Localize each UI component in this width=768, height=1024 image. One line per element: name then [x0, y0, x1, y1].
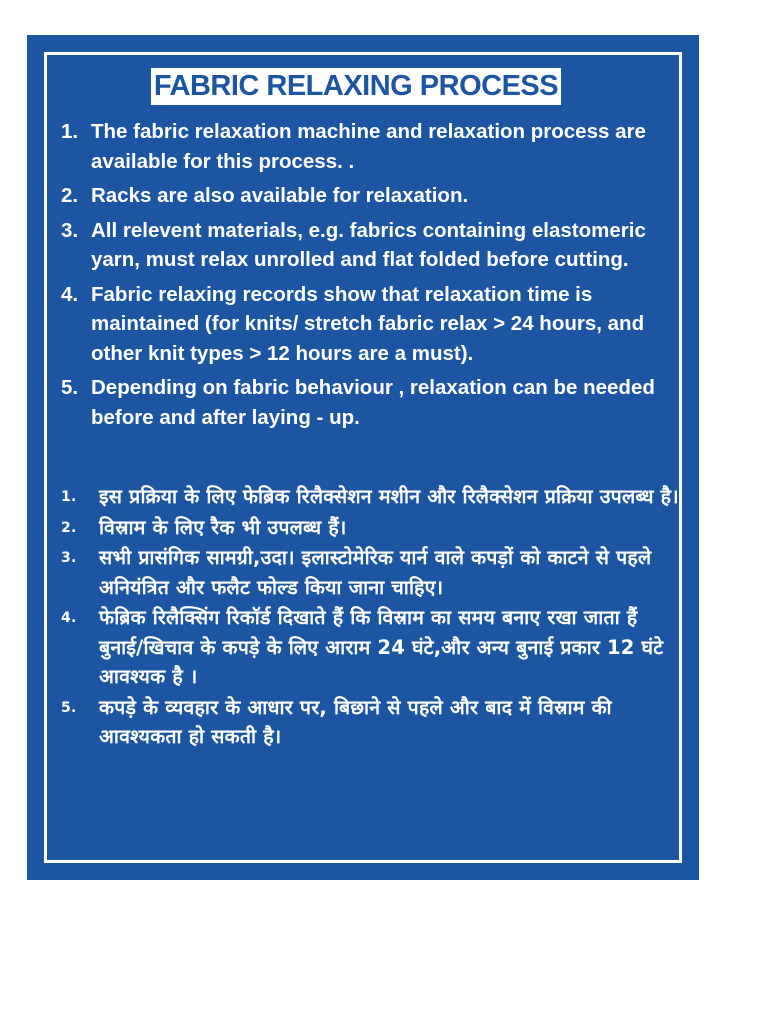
list-item	[61, 181, 681, 211]
item-text: Depending on fabric behaviour , relaxation can be needed before and after laying - up.	[91, 376, 655, 429]
item-number: 3.	[61, 550, 77, 566]
item-text: फेब्रिक रिलैक्सिंग रिकॉर्ड दिखाते हैं कि विस्राम का समय बनाए रखा जाता हैं बुनाई/खिचाव के कपड़े के लिए आराम 24 घंटे,और अन्य बुनाई प्रकार 12 घंटे आवश्यक है ।	[99, 606, 664, 688]
sign-title: FABRIC RELAXING PROCESS	[151, 68, 561, 105]
item-text: विस्राम के लिए रैक भी उपलब्ध हैं।	[99, 515, 347, 539]
item-text: Fabric relaxing records show that relaxation time is maintained (for knits/ stretch fabric relax > 24 hours, and other knit types > 12 hours are a must).	[91, 282, 645, 365]
item-number: 2.	[61, 184, 79, 207]
item-number: 3.	[61, 218, 79, 242]
item-number: 5.	[61, 376, 79, 399]
item-text: कपड़े के व्यवहार के आधार पर, बिछाने से पहले और बाद में विस्राम की आवश्यकता हो सकती है।	[99, 695, 612, 748]
list-item	[61, 280, 681, 369]
item-number: 5.	[61, 699, 77, 716]
item-text: सभी प्रासंगिक सामग्री,उदा। इलास्टोमेरिक यार्न वाले कपड़ों को काटने से पहले अनियंत्रित और फलैट फोल्ड किया जाना चाहिए।	[99, 546, 652, 599]
item-text: The fabric relaxation machine and relaxation process are available for this process. .	[91, 120, 646, 173]
item-text: इस प्रक्रिया के लिए फेब्रिक रिलैक्सेशन मशीन और रिलैक्सेशन प्रक्रिया उपलब्ध है।	[99, 485, 679, 508]
list-item	[61, 216, 681, 275]
item-number: 2.	[61, 519, 77, 536]
item-text: Racks are also available for relaxation.	[91, 184, 469, 207]
item-text: All relevent materials, e.g. fabrics containing elastomeric yarn, must relax unrolled and flat folded before cutting.	[91, 218, 646, 271]
item-number: 4.	[61, 282, 79, 306]
item-number: 1.	[61, 489, 77, 505]
list-item	[61, 373, 681, 432]
item-number: 1.	[61, 120, 79, 143]
list-item	[61, 513, 681, 543]
list-item	[61, 482, 681, 512]
list-item	[61, 117, 681, 176]
list-item	[61, 693, 681, 752]
item-number: 4.	[61, 610, 77, 626]
english-instructions	[61, 117, 681, 437]
list-item	[61, 603, 681, 692]
hindi-instructions	[61, 482, 681, 753]
sign-board	[27, 35, 699, 880]
list-item	[61, 543, 681, 602]
